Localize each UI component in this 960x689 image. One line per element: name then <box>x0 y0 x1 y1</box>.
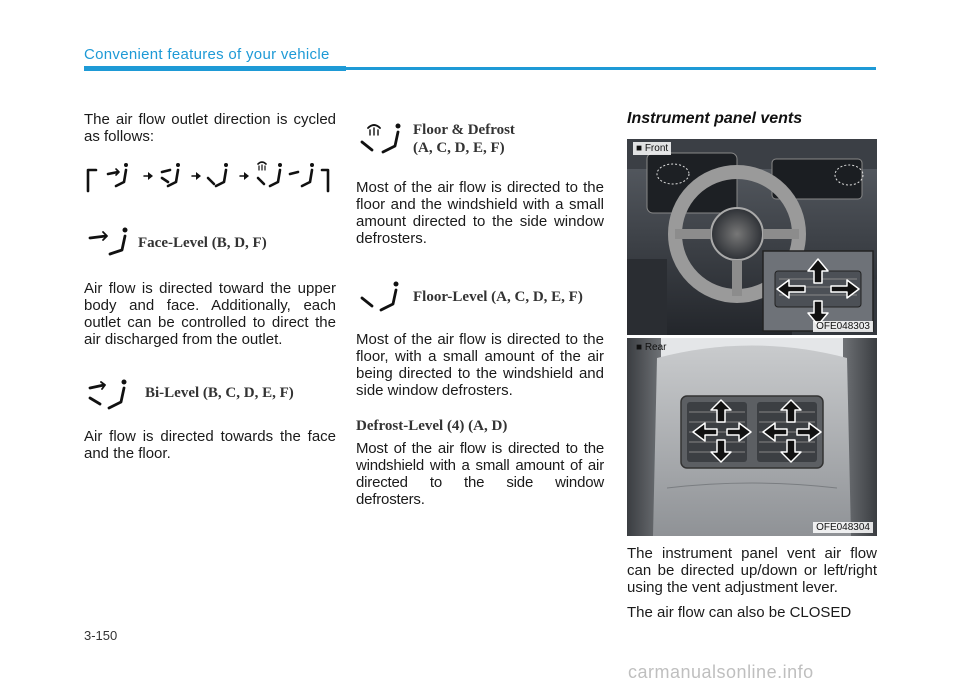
section-header-title: Convenient features of your vehicle <box>84 46 330 63</box>
face-level-text: Air flow is directed toward the upper body and face. Additionally, each outlet can be controlled to direct the air discharged from the outlet. <box>84 280 336 348</box>
face-level-body <box>84 280 336 348</box>
front-vent-photo <box>627 139 877 335</box>
floor-level-heading: Floor-Level (A, C, D, E, F) <box>413 289 583 305</box>
floor-level-text: Most of the air flow is directed to the floor, with a small amount of the air being directed to the windshield and side window defrosters. <box>356 331 604 399</box>
defrost-level-heading: Defrost-Level (4) (A, D) <box>356 418 508 434</box>
rear-console-illustration <box>627 338 877 536</box>
front-dashboard-illustration <box>627 139 877 335</box>
vents-text-2: The air flow can also be CLOSED <box>627 604 852 621</box>
watermark-text: carmanualsonline.info <box>628 662 814 682</box>
front-photo-code: OFE048303 <box>813 321 873 332</box>
rear-photo-code: OFE048304 <box>813 522 873 533</box>
floor-defrost-body <box>356 179 604 247</box>
floor-defrost-heading <box>413 121 515 157</box>
floor-defrost-icon <box>358 120 404 156</box>
floor-level-body <box>356 331 604 399</box>
bi-level-body <box>84 428 336 462</box>
instrument-panel-vents-title: Instrument panel vents <box>627 110 803 127</box>
floor-defrost-heading-line1: Floor & Defrost <box>413 122 515 138</box>
page-number: 3-150 <box>84 628 118 643</box>
vents-body <box>627 545 877 621</box>
front-photo-label: ■ Front <box>633 142 671 155</box>
defrost-level-body <box>356 440 604 508</box>
bi-level-text: Air flow is directed towards the face and the floor. <box>84 428 336 462</box>
bi-level-icon <box>86 378 132 412</box>
defrost-level-text: Most of the air flow is directed to the windshield with a small amount of air directed to the side window defrosters. <box>356 440 604 508</box>
intro-text: The air flow outlet direction is cycled as follows: <box>84 111 336 145</box>
rear-vent-photo <box>627 338 877 536</box>
bi-level-heading: Bi-Level (B, C, D, E, F) <box>145 385 294 401</box>
floor-defrost-text: Most of the air flow is directed to the floor and the windshield with a small amount directed to the side window defrosters. <box>356 179 604 247</box>
vents-text-1: The instrument panel vent air flow can be directed up/down or left/right using the vent adjustment lever. <box>627 545 877 596</box>
header-rule <box>84 67 876 70</box>
floor-level-icon <box>358 280 404 314</box>
floor-defrost-heading-line2: (A, C, D, E, F) <box>413 140 505 156</box>
column-1 <box>84 111 336 145</box>
mode-cycle-diagram <box>86 158 336 194</box>
face-level-icon <box>88 226 132 256</box>
face-level-heading: Face-Level (B, D, F) <box>138 235 267 251</box>
rear-photo-label: ■ Rear <box>636 342 667 353</box>
